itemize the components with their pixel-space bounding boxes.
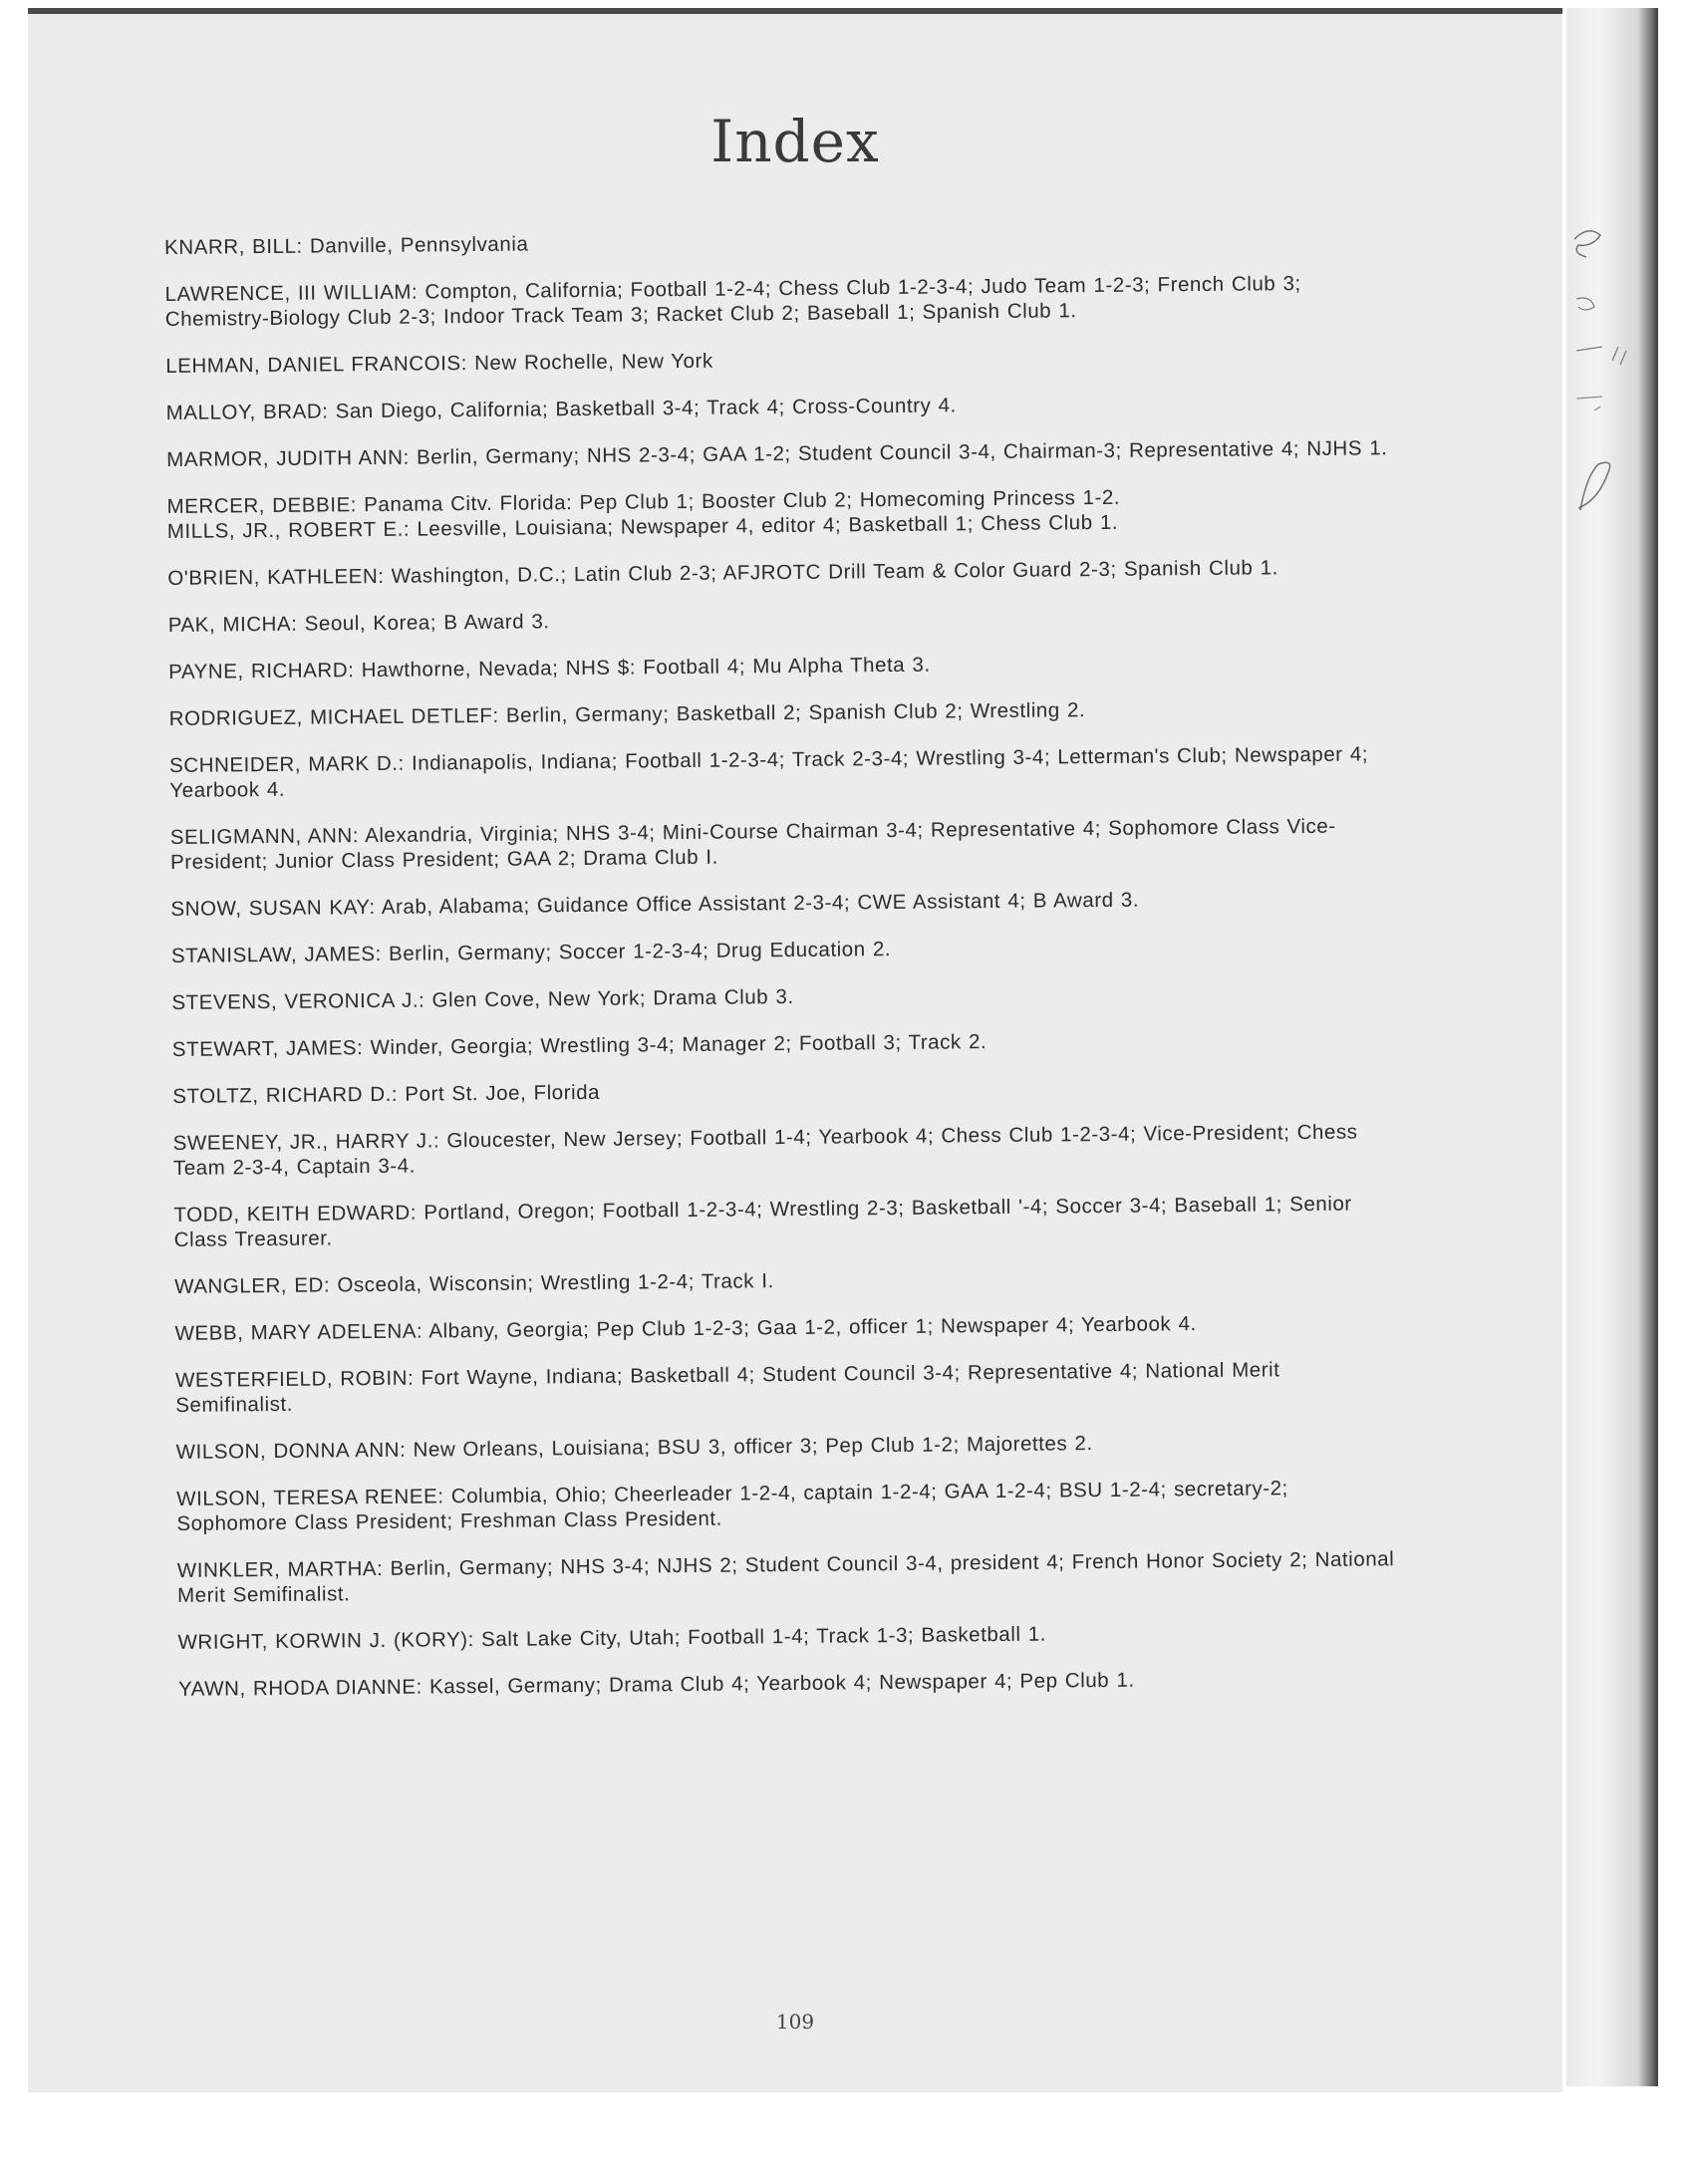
entry-name: SELIGMANN, ANN:: [169, 824, 360, 849]
entry-name: KNARR, BILL:: [164, 234, 303, 259]
entry-name: MALLOY, BRAD:: [165, 400, 329, 424]
entry-name: WESTERFIELD, ROBIN:: [174, 1366, 415, 1392]
entry-details: San Diego, California; Basketball 3-4; Track 4; Cross-Country 4.: [335, 394, 957, 423]
entry-details: Columbia, Ohio; Cheerleader 1-2-4, captain 1-2-4; GAA 1-2-4; BSU 1-2-4; secretary-2; Sophomore Class President; Freshman Class President.: [176, 1477, 1288, 1535]
entry-name: SNOW, SUSAN KAY:: [170, 895, 376, 921]
index-entry: [169, 694, 1395, 731]
index-entry: [169, 741, 1395, 803]
entry-details: Port St. Joe, Florida: [405, 1080, 601, 1106]
index-entry: [176, 1428, 1402, 1465]
index-entry: [176, 1475, 1402, 1536]
entry-details: Salt Lake City, Utah; Football 1-4; Track 1-3; Basketball 1.: [480, 1622, 1047, 1652]
index-entry: [168, 648, 1394, 684]
entry-details: Osceola, Wisconsin; Wrestling 1-2-4; Track I.: [337, 1269, 774, 1297]
entry-details: Berlin, Germany; NHS 2-3-4; GAA 1-2; Student Council 3-4, Chairman-3; Representative 4; NJHS 1.: [416, 436, 1388, 469]
entry-details: Seoul, Korea; B Award 3.: [304, 610, 550, 636]
entry-details: Winder, Georgia; Wrestling 3-4; Manager 2; Football 3; Track 2.: [370, 1030, 987, 1060]
entry-details: Kassel, Germany; Drama Club 4; Yearbook 4; Newspaper 4; Pep Club 1.: [428, 1668, 1135, 1699]
entry-name: WILSON, TERESA RENEE:: [176, 1485, 444, 1510]
index-entry: [164, 270, 1390, 332]
entry-name: LEHMAN, DANIEL FRANCOIS:: [165, 352, 467, 378]
entry-name: YAWN, RHODA DIANNE:: [177, 1675, 422, 1701]
index-entry: [178, 1665, 1404, 1702]
index-entry: [173, 1119, 1399, 1181]
entry-details: Berlin, Germany; Basketball 2; Spanish Club 2; Wrestling 2.: [505, 698, 1086, 727]
index-entry: [165, 342, 1391, 379]
entry-name: STEVENS, VERONICA J.:: [171, 988, 425, 1014]
index-entry: [177, 1546, 1403, 1608]
index-entry: [166, 435, 1392, 472]
page-title: Index: [710, 108, 880, 175]
entry-name: STEWART, JAMES:: [171, 1036, 364, 1061]
entry-details: Panama Citv. Florida: Pep Club 1; Booster Club 2; Homecoming Princess 1-2.: [364, 485, 1121, 517]
entry-details: Gloucester, New Jersey; Football 1-4; Yearbook 4; Chess Club 1-2-3-4; Vice-President; Chess Team 2-3-4, Captain 3-4.: [172, 1120, 1358, 1180]
margin-handwriting: [1554, 209, 1654, 528]
entry-name: TODD, KEITH EDWARD:: [173, 1201, 418, 1227]
entry-name: SCHNEIDER, MARK D.:: [169, 751, 405, 777]
entry-details: New Orleans, Louisiana; BSU 3, officer 3; Pep Club 1-2; Majorettes 2.: [413, 1432, 1093, 1462]
entry-name: WEBB, MARY ADELENA:: [174, 1319, 423, 1345]
entry-name: RODRIGUEZ, MICHAEL DETLEF:: [168, 703, 499, 730]
entry-name: STOLTZ, RICHARD D.:: [172, 1082, 399, 1108]
index-entry: [173, 1191, 1399, 1252]
entry-name: WRIGHT, KORWIN J. (KORY):: [177, 1628, 474, 1654]
index-entry: [174, 1262, 1400, 1299]
entry-details: Leesville, Louisiana; Newspaper 4, editor 4; Basketball 1; Chess Club 1.: [417, 510, 1119, 541]
entry-name: SWEENEY, JR., HARRY J.:: [172, 1129, 440, 1155]
index-entry: [174, 1309, 1400, 1346]
entry-name: WANGLER, ED:: [174, 1273, 331, 1298]
entry-name: WINKLER, MARTHA:: [176, 1556, 384, 1582]
entry-name: WILSON, DONNA ANN:: [175, 1438, 407, 1464]
page-number: 109: [775, 2010, 815, 2034]
index-entries: [164, 223, 1404, 1702]
entry-details: Danville, Pennsylvania: [309, 232, 529, 258]
index-entry: [166, 389, 1392, 425]
entry-details: Hawthorne, Nevada; NHS $: Football 4; Mu Alpha Theta 3.: [361, 653, 931, 682]
entry-details: Albany, Georgia; Pep Club 1-2-3; Gaa 1-2, officer 1; Newspaper 4; Yearbook 4.: [428, 1312, 1197, 1343]
entry-details: Indianapolis, Indiana; Football 1-2-3-4; Track 2-3-4; Wrestling 3-4; Letterman's Club; Newspaper 4; Yearbook 4.: [169, 742, 1369, 802]
entry-name: PAK, MICHA:: [167, 612, 298, 637]
index-entry: [175, 1356, 1401, 1418]
entry-details: Arab, Alabama; Guidance Office Assistant 2-3-4; CWE Assistant 4; B Award 3.: [381, 888, 1140, 919]
entry-name: LAWRENCE, III WILLIAM:: [164, 280, 419, 306]
entry-details: New Rochelle, New York: [474, 349, 713, 376]
entry-name: MARMOR, JUDITH ANN:: [166, 445, 410, 471]
entry-details: Alexandria, Virginia; NHS 3-4; Mini-Course Chairman 3-4; Representative 4; Sophomore Class Vice-President; Junior Class President; GAA 2; Drama Club I.: [169, 814, 1336, 874]
entry-name: PAYNE, RICHARD:: [168, 659, 355, 683]
index-entry: [177, 1618, 1403, 1655]
entry-details: Portland, Oregon; Football 1-2-3-4; Wrestling 2-3; Basketball '-4; Soccer 3-4; Baseball 1; Senior Class Treasurer.: [173, 1192, 1352, 1251]
entry-details: Berlin, Germany; NHS 3-4; NJHS 2; Student Council 3-4, president 4; French Honor Society 2; National Merit Semifinalist.: [176, 1547, 1395, 1607]
index-entry: [167, 554, 1393, 591]
entry-details: Berlin, Germany; Soccer 1-2-3-4; Drug Education 2.: [388, 938, 892, 965]
index-entry: [172, 1025, 1398, 1062]
entry-name: MERCER, DEBBIE:: [166, 493, 358, 518]
scanned-page: [28, 8, 1562, 2092]
entry-name: STANISLAW, JAMES:: [170, 942, 382, 967]
index-entry: [171, 932, 1397, 968]
entry-details: Glen Cove, New York; Drama Club 3.: [431, 984, 794, 1012]
index-entry: [168, 601, 1394, 638]
index-entry: [172, 1072, 1398, 1109]
index-entry: [170, 813, 1396, 875]
entry-details: Fort Wayne, Indiana; Basketball 4; Student Council 3-4; Representative 4; National Merit Semifinalist.: [175, 1358, 1280, 1417]
entry-details: Washington, D.C.; Latin Club 2-3; AFJROTC Drill Team & Color Guard 2-3; Spanish Club 1.: [391, 556, 1278, 588]
entry-details: Compton, California; Football 1-2-4; Chess Club 1-2-3-4; Judo Team 1-2-3; French Club 3; Chemistry-Biology Club 2-3; Indoor Track Team 3; Racket Club 2; Baseball 1; Spanish Club 1.: [164, 272, 1301, 331]
index-entry: [164, 223, 1390, 260]
entry-name: MILLS, JR., ROBERT E.:: [166, 517, 411, 543]
entry-name: O'BRIEN, KATHLEEN:: [167, 564, 385, 590]
index-entry: [170, 885, 1396, 922]
index-entry: [171, 978, 1397, 1015]
